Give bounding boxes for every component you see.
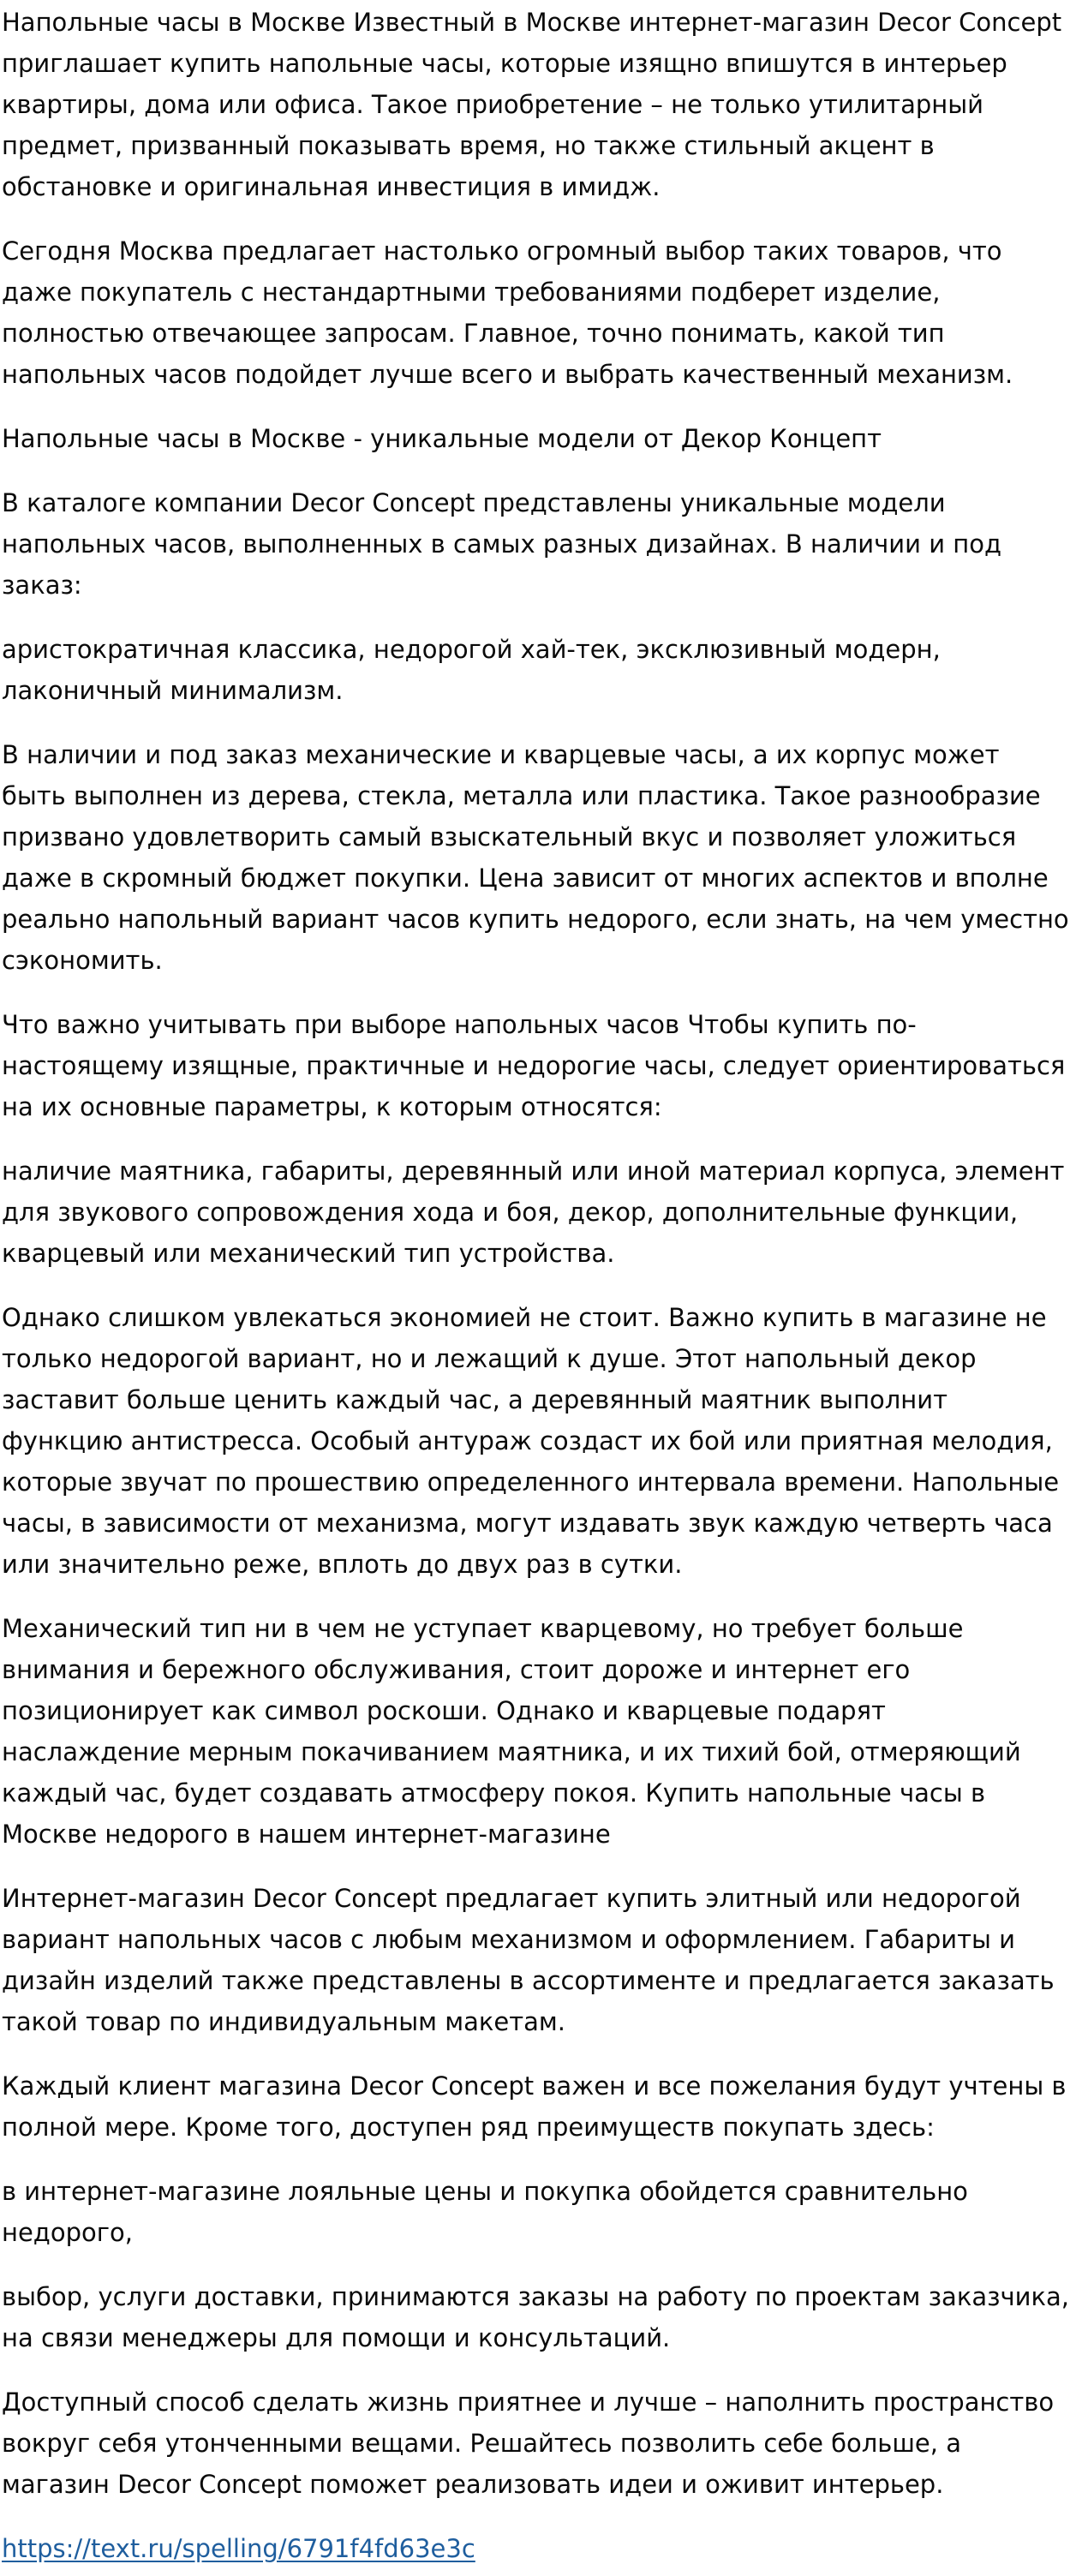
paragraph-intro: Напольные часы в Москве Известный в Москве интернет-магазин Decor Concept приглашает купить напольные часы, которые изящно впишутся в интерьер квартиры, дома или офиса. Такое приобретение – не только утилитарный предмет, призванный показывать время, но также стильный акцент в обстановке и оригинальная инвестиция в имидж. [2, 8, 1062, 201]
paragraph-mechanical-vs-quartz: Механический тип ни в чем не уступает кварцевому, но требует больше внимания и бережного обслуживания, стоит дороже и интернет его позиционирует как символ роскоши. Однако и кварцевые подарят наслаждение мерным покачиванием маятника, и их тихий бой, отмеряющий каждый час, будет создавать атмосферу покоя. Купить напольные часы в Москве недорого в нашем интернет-магазине [2, 1614, 1021, 1849]
paragraph-conclusion: Доступный способ сделать жизнь приятнее и лучше – наполнить пространство вокруг себя утонченными вещами. Решайтесь позволить себе больше, а магазин Decor Concept поможет реализовать идеи и оживит интерьер. [2, 2388, 1055, 2499]
paragraph-shop-offer: Интернет-магазин Decor Concept предлагает купить элитный или недорогой вариант напольных часов с любым механизмом и оформлением. Габариты и дизайн изделий также представлены в ассортименте и предлагается заказать такой товар по индивидуальным макетам. [2, 1884, 1055, 2036]
paragraph-parameters-list: наличие маятника, габариты, деревянный или иной материал корпуса, элемент для звукового сопровождения хода и боя, декор, дополнительные функции, кварцевый или механический тип устройства. [2, 1157, 1065, 1268]
paragraph-client-benefits: Каждый клиент магазина Decor Concept важен и все пожелания будут учтены в полной мере. Кроме того, доступен ряд преимуществ покупать здесь: [2, 2071, 1067, 2142]
link-line [2, 2528, 1071, 2569]
paragraph-selection-criteria: Что важно учитывать при выборе напольных часов Чтобы купить по-настоящему изящные, практичные и недорогие часы, следует ориентироваться на их основные параметры, к которым относятся: [2, 1010, 1066, 1121]
spelling-report-link[interactable]: https://text.ru/spelling/6791f4fd63e3c [2, 2534, 475, 2563]
paragraph-economy-warning: Однако слишком увлекаться экономией не стоит. Важно купить в магазине не только недорогой вариант, но и лежащий к душе. Этот напольный декор заставит больше ценить каждый час, а деревянный маятник выполнит функцию антистресса. Особый антураж создаст их бой или приятная мелодия, которые звучат по прошествию определенного интервала времени. Напольные часы, в зависимости от механизма, могут издавать звук каждую четверть часа или значительно реже, вплоть до двух раз в сутки. [2, 1303, 1060, 1579]
paragraph-catalog: В каталоге компании Decor Concept представлены уникальные модели напольных часов, выполненных в самых разных дизайнах. В наличии и под заказ: [2, 488, 1002, 600]
paragraph-benefit-delivery: выбор, услуги доставки, принимаются заказы на работу по проектам заказчика, на связи менеджеры для помощи и консультаций. [2, 2282, 1070, 2352]
paragraph-models-heading: Напольные часы в Москве - уникальные модели от Декор Концепт [2, 424, 882, 453]
paragraph-benefit-prices: в интернет-магазине лояльные цены и покупка обойдется сравнительно недорого, [2, 2177, 968, 2247]
paragraph-styles-list: аристократичная классика, недорогой хай-тек, эксклюзивный модерн, лаконичный минимализм. [2, 635, 941, 705]
paragraph-market-choice: Сегодня Москва предлагает настолько огромный выбор таких товаров, что даже покупатель с нестандартными требованиями подберет изделие, полностью отвечающее запросам. Главное, точно понимать, какой тип напольных часов подойдет лучше всего и выбрать качественный механизм. [2, 236, 1013, 389]
paragraph-materials: В наличии и под заказ механические и кварцевые часы, а их корпус может быть выполнен из дерева, стекла, металла или пластика. Такое разнообразие призвано удовлетворить самый взыскательный вкус и позволяет уложиться даже в скромный бюджет покупки. Цена зависит от многих аспектов и вполне реально напольный вариант часов купить недорого, если знать, на чем уместно сэкономить. [2, 740, 1069, 975]
